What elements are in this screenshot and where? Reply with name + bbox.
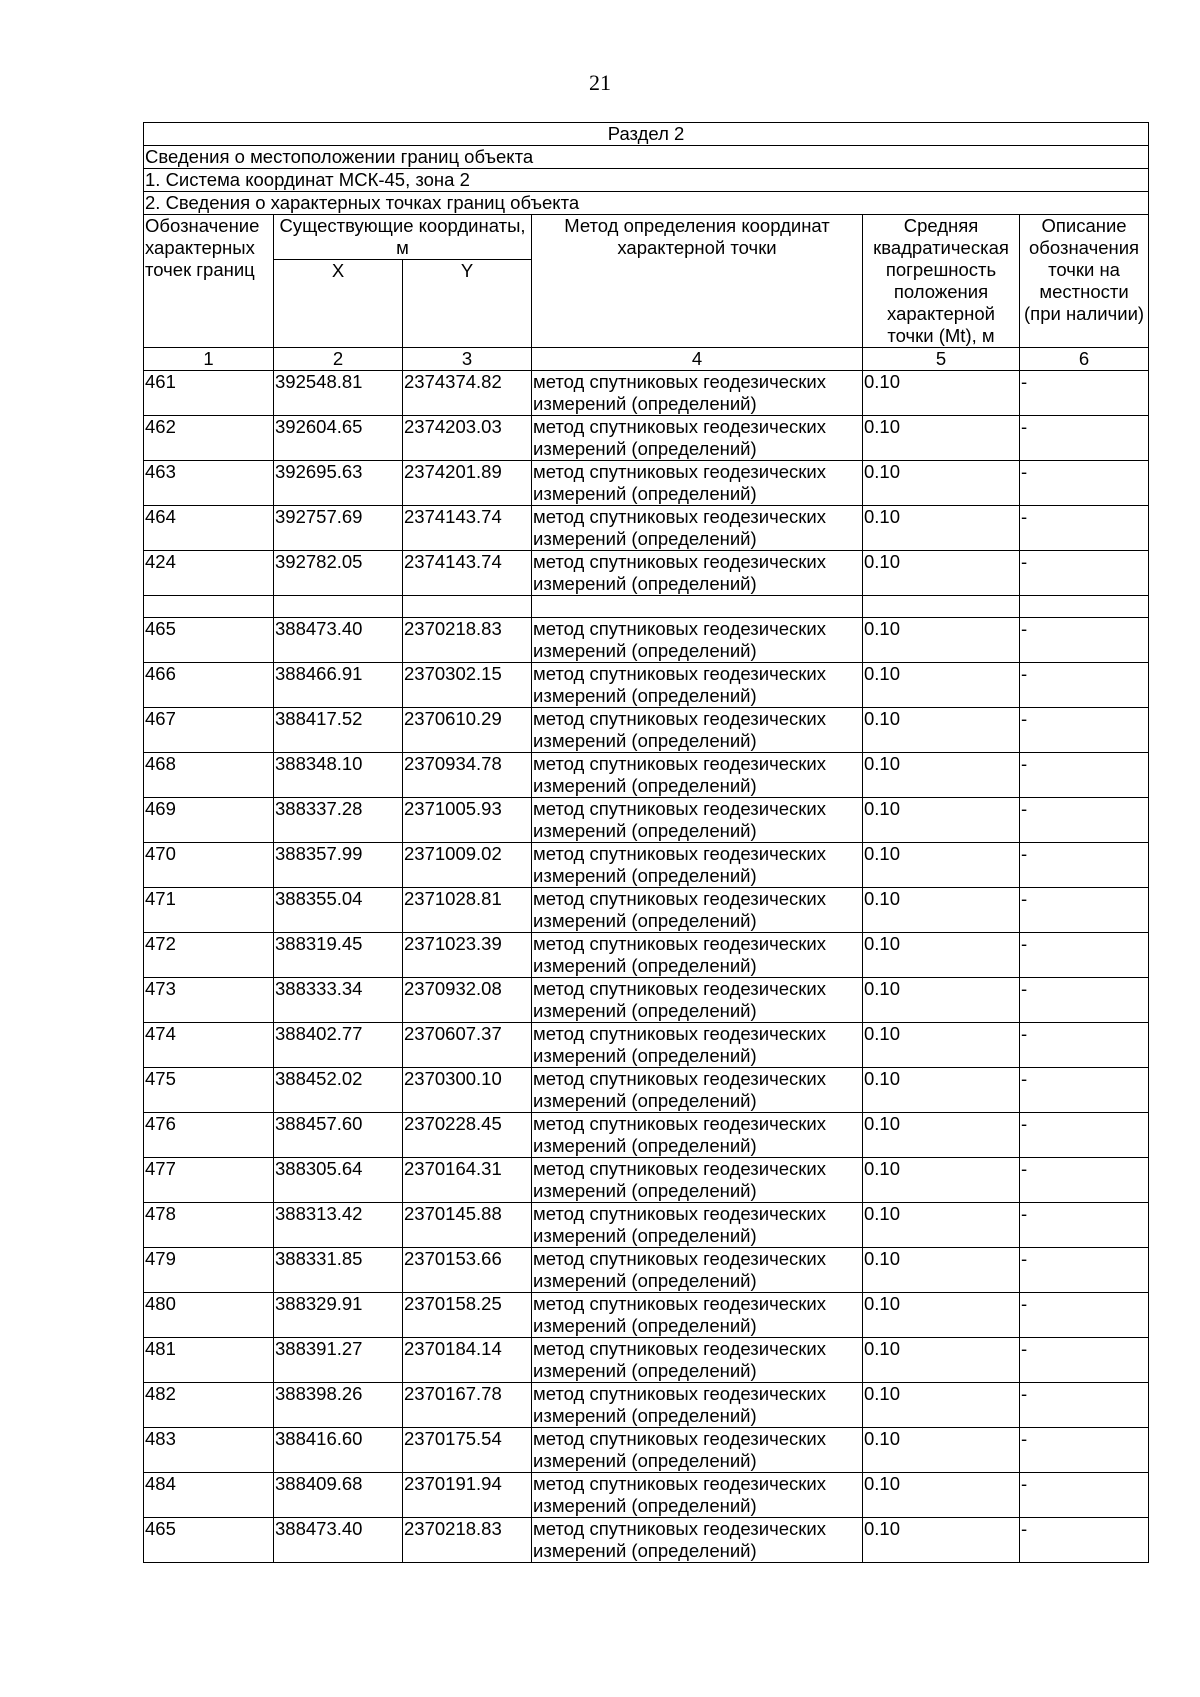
point-id-cell: 484 [144, 1473, 274, 1518]
table-row [144, 708, 1149, 753]
error-cell: 0.10 [863, 1248, 1020, 1293]
method-line: метод спутниковых геодезических [533, 618, 826, 639]
point-id-cell: 471 [144, 888, 274, 933]
x-coordinate-cell: 388416.60 [274, 1428, 403, 1473]
point-id-cell: 424 [144, 551, 274, 596]
x-coordinate-cell: 388391.27 [274, 1338, 403, 1383]
table-row [144, 1158, 1149, 1203]
point-id-cell: 483 [144, 1428, 274, 1473]
x-coordinate-cell: 392757.69 [274, 506, 403, 551]
table-row [144, 551, 1149, 596]
method-cell [532, 618, 863, 663]
table-row [144, 1203, 1149, 1248]
error-cell: 0.10 [863, 843, 1020, 888]
method-cell [532, 1068, 863, 1113]
method-line: измерений (определений) [533, 1045, 757, 1066]
column-number: 6 [1020, 348, 1149, 371]
page-number: 21 [589, 70, 611, 95]
table-row [144, 618, 1149, 663]
table-row [144, 416, 1149, 461]
table-row [144, 798, 1149, 843]
y-coordinate-cell: 2370164.31 [403, 1158, 532, 1203]
method-line: измерений (определений) [533, 1090, 757, 1111]
y-coordinate-cell: 2371005.93 [403, 798, 532, 843]
method-line: измерений (определений) [533, 1360, 757, 1381]
method-line: измерений (определений) [533, 573, 757, 594]
error-cell: 0.10 [863, 888, 1020, 933]
error-cell: 0.10 [863, 1068, 1020, 1113]
point-id-cell: 469 [144, 798, 274, 843]
description-cell: - [1020, 506, 1149, 551]
y-coordinate-cell: 2374143.74 [403, 551, 532, 596]
error-cell: 0.10 [863, 663, 1020, 708]
header-point-designation: Обозначение характерных точек границ [144, 215, 274, 348]
y-coordinate-cell: 2370932.08 [403, 978, 532, 1023]
table-row [144, 1248, 1149, 1293]
table-row [144, 1293, 1149, 1338]
method-cell [532, 1248, 863, 1293]
y-coordinate-cell: 2370153.66 [403, 1248, 532, 1293]
point-id-cell: 478 [144, 1203, 274, 1248]
table-row [144, 506, 1149, 551]
x-coordinate-cell: 392782.05 [274, 551, 403, 596]
description-cell: - [1020, 1338, 1149, 1383]
y-coordinate-cell: 2370300.10 [403, 1068, 532, 1113]
description-cell: - [1020, 1203, 1149, 1248]
method-line: метод спутниковых геодезических [533, 708, 826, 729]
point-id-cell: 474 [144, 1023, 274, 1068]
method-cell [532, 978, 863, 1023]
x-coordinate-cell: 388398.26 [274, 1383, 403, 1428]
table-row [144, 461, 1149, 506]
method-line: измерений (определений) [533, 1315, 757, 1336]
y-coordinate-cell: 2370607.37 [403, 1023, 532, 1068]
method-line: измерений (определений) [533, 865, 757, 886]
method-line: измерений (определений) [533, 1450, 757, 1471]
method-line: измерений (определений) [533, 1225, 757, 1246]
error-cell: 0.10 [863, 461, 1020, 506]
error-cell: 0.10 [863, 1203, 1020, 1248]
method-line: метод спутниковых геодезических [533, 798, 826, 819]
method-line: метод спутниковых геодезических [533, 1338, 826, 1359]
method-line: метод спутниковых геодезических [533, 843, 826, 864]
method-cell [532, 798, 863, 843]
error-cell: 0.10 [863, 753, 1020, 798]
error-cell: 0.10 [863, 416, 1020, 461]
point-id-cell: 475 [144, 1068, 274, 1113]
method-line: метод спутниковых геодезических [533, 1293, 826, 1314]
error-cell: 0.10 [863, 1293, 1020, 1338]
x-coordinate-cell: 388473.40 [274, 618, 403, 663]
method-line: метод спутниковых геодезических [533, 1428, 826, 1449]
method-line: метод спутниковых геодезических [533, 1473, 826, 1494]
boundary-points-table [143, 122, 1149, 1563]
x-coordinate-cell: 388355.04 [274, 888, 403, 933]
method-line: измерений (определений) [533, 1540, 757, 1561]
x-coordinate-cell: 392548.81 [274, 371, 403, 416]
error-cell: 0.10 [863, 1428, 1020, 1473]
x-coordinate-cell: 388457.60 [274, 1113, 403, 1158]
method-line: метод спутниковых геодезических [533, 551, 826, 572]
column-number: 5 [863, 348, 1020, 371]
description-cell: - [1020, 708, 1149, 753]
description-cell: - [1020, 618, 1149, 663]
y-coordinate-cell: 2370191.94 [403, 1473, 532, 1518]
method-line: метод спутниковых геодезических [533, 461, 826, 482]
method-cell [532, 1518, 863, 1563]
point-id-cell: 462 [144, 416, 274, 461]
description-cell: - [1020, 1023, 1149, 1068]
method-line: метод спутниковых геодезических [533, 753, 826, 774]
description-cell: - [1020, 663, 1149, 708]
y-coordinate-cell: 2370228.45 [403, 1113, 532, 1158]
y-coordinate-cell: 2370934.78 [403, 753, 532, 798]
section-title-row [144, 123, 1149, 146]
error-cell: 0.10 [863, 1023, 1020, 1068]
header-description: Описание обозначения точки на местности (при наличии) [1020, 215, 1149, 348]
point-id-cell: 463 [144, 461, 274, 506]
table-row [144, 1113, 1149, 1158]
y-coordinate-cell: 2370218.83 [403, 1518, 532, 1563]
method-cell [532, 506, 863, 551]
method-line: измерений (определений) [533, 1135, 757, 1156]
x-coordinate-cell: 388402.77 [274, 1023, 403, 1068]
error-cell: 0.10 [863, 798, 1020, 843]
point-id-cell: 482 [144, 1383, 274, 1428]
method-line: измерений (определений) [533, 640, 757, 661]
table-row [144, 1023, 1149, 1068]
method-line: метод спутниковых геодезических [533, 978, 826, 999]
info-row [144, 146, 1149, 169]
x-coordinate-cell: 388466.91 [274, 663, 403, 708]
method-line: метод спутниковых геодезических [533, 933, 826, 954]
error-cell: 0.10 [863, 978, 1020, 1023]
y-coordinate-cell: 2371028.81 [403, 888, 532, 933]
method-line: измерений (определений) [533, 910, 757, 931]
method-line: измерений (определений) [533, 1180, 757, 1201]
x-coordinate-cell: 392604.65 [274, 416, 403, 461]
method-line: измерений (определений) [533, 730, 757, 751]
method-line: измерений (определений) [533, 775, 757, 796]
x-coordinate-cell: 388333.34 [274, 978, 403, 1023]
error-cell: 0.10 [863, 1383, 1020, 1428]
info-line-points-heading: 2. Сведения о характерных точках границ объекта [144, 192, 1149, 215]
column-number: 4 [532, 348, 863, 371]
x-coordinate-cell: 388319.45 [274, 933, 403, 978]
error-cell: 0.10 [863, 371, 1020, 416]
method-line: измерений (определений) [533, 685, 757, 706]
error-cell: 0.10 [863, 1158, 1020, 1203]
description-cell: - [1020, 1428, 1149, 1473]
description-cell: - [1020, 461, 1149, 506]
description-cell: - [1020, 1473, 1149, 1518]
section-title: Раздел 2 [144, 123, 1149, 146]
point-id-cell: 466 [144, 663, 274, 708]
column-number: 1 [144, 348, 274, 371]
x-coordinate-cell: 392695.63 [274, 461, 403, 506]
y-coordinate-cell: 2374143.74 [403, 506, 532, 551]
description-cell: - [1020, 933, 1149, 978]
x-coordinate-cell: 388357.99 [274, 843, 403, 888]
x-coordinate-cell: 388452.02 [274, 1068, 403, 1113]
y-coordinate-cell: 2374203.03 [403, 416, 532, 461]
method-cell [532, 416, 863, 461]
x-coordinate-cell: 388348.10 [274, 753, 403, 798]
table-row [144, 933, 1149, 978]
table-row [144, 753, 1149, 798]
method-line: метод спутниковых геодезических [533, 371, 826, 392]
method-cell [532, 753, 863, 798]
method-line: метод спутниковых геодезических [533, 1203, 826, 1224]
point-id-cell: 479 [144, 1248, 274, 1293]
method-cell [532, 933, 863, 978]
y-coordinate-cell: 2370302.15 [403, 663, 532, 708]
x-coordinate-cell: 388313.42 [274, 1203, 403, 1248]
column-numbers-row [144, 348, 1149, 371]
x-coordinate-cell: 388473.40 [274, 1518, 403, 1563]
x-coordinate-cell: 388417.52 [274, 708, 403, 753]
description-cell: - [1020, 1068, 1149, 1113]
empty-cell [532, 596, 863, 618]
y-coordinate-cell: 2371023.39 [403, 933, 532, 978]
method-cell [532, 1203, 863, 1248]
empty-cell [274, 596, 403, 618]
method-cell [532, 1428, 863, 1473]
method-line: измерений (определений) [533, 393, 757, 414]
header-method: Метод определения координат характерной точки [532, 215, 863, 348]
error-cell: 0.10 [863, 618, 1020, 663]
point-id-cell: 472 [144, 933, 274, 978]
description-cell: - [1020, 1518, 1149, 1563]
empty-cell [403, 596, 532, 618]
column-number: 3 [403, 348, 532, 371]
description-cell: - [1020, 843, 1149, 888]
description-cell: - [1020, 753, 1149, 798]
table-row [144, 371, 1149, 416]
y-coordinate-cell: 2370167.78 [403, 1383, 532, 1428]
method-cell [532, 1293, 863, 1338]
description-cell: - [1020, 416, 1149, 461]
empty-cell [144, 596, 274, 618]
table-row [144, 1428, 1149, 1473]
y-coordinate-cell: 2370218.83 [403, 618, 532, 663]
point-id-cell: 481 [144, 1338, 274, 1383]
error-cell: 0.10 [863, 933, 1020, 978]
description-cell: - [1020, 551, 1149, 596]
method-cell [532, 888, 863, 933]
description-cell: - [1020, 371, 1149, 416]
description-cell: - [1020, 1293, 1149, 1338]
description-cell: - [1020, 1158, 1149, 1203]
method-cell [532, 843, 863, 888]
method-line: метод спутниковых геодезических [533, 416, 826, 437]
header-x: X [274, 260, 403, 348]
info-row [144, 192, 1149, 215]
method-line: измерений (определений) [533, 820, 757, 841]
header-y: Y [403, 260, 532, 348]
method-line: измерений (определений) [533, 955, 757, 976]
error-cell: 0.10 [863, 506, 1020, 551]
method-line: измерений (определений) [533, 1270, 757, 1291]
x-coordinate-cell: 388305.64 [274, 1158, 403, 1203]
header-error: Средняя квадратическая погрешность положения характерной точки (Mt), м [863, 215, 1020, 348]
table-row [144, 978, 1149, 1023]
info-line-location: Сведения о местоположении границ объекта [144, 146, 1149, 169]
method-cell [532, 461, 863, 506]
error-cell: 0.10 [863, 1338, 1020, 1383]
method-line: метод спутниковых геодезических [533, 1518, 826, 1539]
method-line: метод спутниковых геодезических [533, 888, 826, 909]
y-coordinate-cell: 2374374.82 [403, 371, 532, 416]
x-coordinate-cell: 388329.91 [274, 1293, 403, 1338]
method-line: измерений (определений) [533, 528, 757, 549]
method-line: метод спутниковых геодезических [533, 1113, 826, 1134]
column-number: 2 [274, 348, 403, 371]
empty-cell [1020, 596, 1149, 618]
description-cell: - [1020, 978, 1149, 1023]
description-cell: - [1020, 1248, 1149, 1293]
table-row [144, 1068, 1149, 1113]
method-line: метод спутниковых геодезических [533, 1383, 826, 1404]
description-cell: - [1020, 888, 1149, 933]
method-line: измерений (определений) [533, 1405, 757, 1426]
method-cell [532, 1113, 863, 1158]
error-cell: 0.10 [863, 708, 1020, 753]
y-coordinate-cell: 2370184.14 [403, 1338, 532, 1383]
method-line: метод спутниковых геодезических [533, 1023, 826, 1044]
method-line: метод спутниковых геодезических [533, 506, 826, 527]
method-cell [532, 708, 863, 753]
table-row [144, 1383, 1149, 1428]
table-row [144, 1518, 1149, 1563]
description-cell: - [1020, 1113, 1149, 1158]
point-id-cell: 465 [144, 1518, 274, 1563]
y-coordinate-cell: 2371009.02 [403, 843, 532, 888]
header-row [144, 215, 1149, 260]
method-line: измерений (определений) [533, 1000, 757, 1021]
method-line: метод спутниковых геодезических [533, 663, 826, 684]
point-id-cell: 476 [144, 1113, 274, 1158]
error-cell: 0.10 [863, 551, 1020, 596]
table-row [144, 843, 1149, 888]
y-coordinate-cell: 2370158.25 [403, 1293, 532, 1338]
point-id-cell: 477 [144, 1158, 274, 1203]
x-coordinate-cell: 388409.68 [274, 1473, 403, 1518]
table-row [144, 1338, 1149, 1383]
method-cell [532, 1158, 863, 1203]
info-row [144, 169, 1149, 192]
method-cell [532, 1023, 863, 1068]
x-coordinate-cell: 388331.85 [274, 1248, 403, 1293]
point-id-cell: 470 [144, 843, 274, 888]
method-cell [532, 551, 863, 596]
method-line: измерений (определений) [533, 438, 757, 459]
x-coordinate-cell: 388337.28 [274, 798, 403, 843]
description-cell: - [1020, 1383, 1149, 1428]
point-id-cell: 461 [144, 371, 274, 416]
y-coordinate-cell: 2374201.89 [403, 461, 532, 506]
y-coordinate-cell: 2370145.88 [403, 1203, 532, 1248]
method-line: метод спутниковых геодезических [533, 1068, 826, 1089]
table-row [144, 888, 1149, 933]
method-cell [532, 1338, 863, 1383]
y-coordinate-cell: 2370175.54 [403, 1428, 532, 1473]
error-cell: 0.10 [863, 1473, 1020, 1518]
method-cell [532, 663, 863, 708]
method-cell [532, 371, 863, 416]
error-cell: 0.10 [863, 1518, 1020, 1563]
error-cell: 0.10 [863, 1113, 1020, 1158]
empty-separator-row [144, 596, 1149, 618]
info-line-coordinate-system: 1. Система координат МСК-45, зона 2 [144, 169, 1149, 192]
table-row [144, 663, 1149, 708]
method-cell [532, 1383, 863, 1428]
point-id-cell: 468 [144, 753, 274, 798]
method-line: метод спутниковых геодезических [533, 1158, 826, 1179]
method-line: измерений (определений) [533, 483, 757, 504]
method-line: измерений (определений) [533, 1495, 757, 1516]
point-id-cell: 473 [144, 978, 274, 1023]
method-cell [532, 1473, 863, 1518]
method-line: метод спутниковых геодезических [533, 1248, 826, 1269]
table-row [144, 1473, 1149, 1518]
point-id-cell: 480 [144, 1293, 274, 1338]
description-cell: - [1020, 798, 1149, 843]
header-existing-coords: Существующие координаты, м [274, 215, 532, 260]
point-id-cell: 467 [144, 708, 274, 753]
empty-cell [863, 596, 1020, 618]
point-id-cell: 465 [144, 618, 274, 663]
y-coordinate-cell: 2370610.29 [403, 708, 532, 753]
point-id-cell: 464 [144, 506, 274, 551]
